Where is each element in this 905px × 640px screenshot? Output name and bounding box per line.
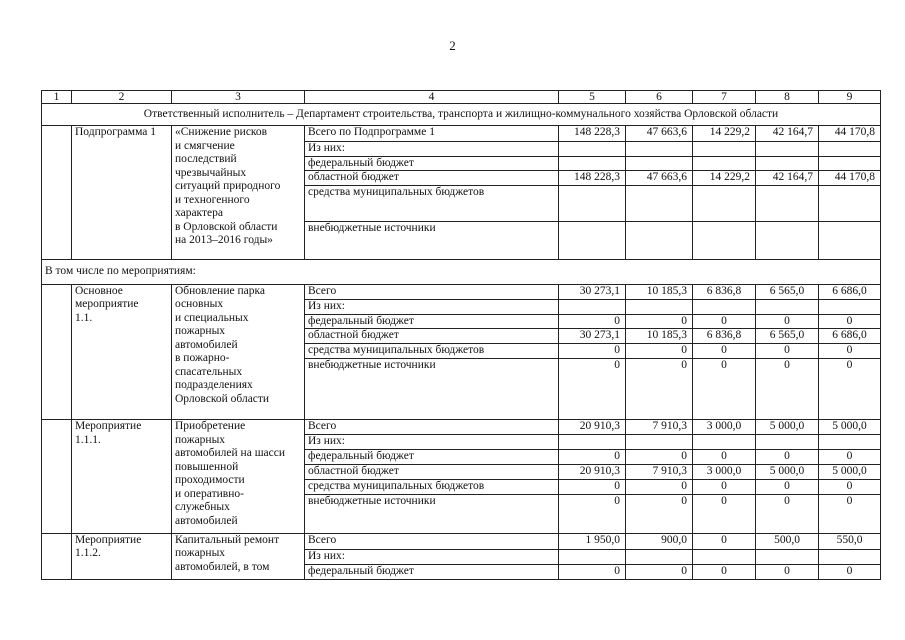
value-cell: 0 bbox=[559, 564, 626, 579]
value-cell bbox=[626, 549, 693, 564]
value-cell: 3 000,0 bbox=[693, 420, 756, 435]
value-cell: 0 bbox=[626, 564, 693, 579]
value-cell: 6 565,0 bbox=[756, 329, 819, 344]
value-cell: 148 228,3 bbox=[559, 171, 626, 186]
value-cell: 44 170,8 bbox=[819, 171, 881, 186]
value-cell bbox=[819, 299, 881, 314]
value-cell bbox=[693, 221, 756, 259]
value-cell: 0 bbox=[756, 479, 819, 494]
value-cell bbox=[626, 142, 693, 157]
funding-source-label: Всего по Подпрограмме 1 bbox=[305, 126, 559, 142]
value-cell: 5 000,0 bbox=[819, 465, 881, 480]
value-cell: 42 164,7 bbox=[756, 171, 819, 186]
value-cell bbox=[819, 549, 881, 564]
header-cell: 2 bbox=[72, 91, 172, 104]
value-cell bbox=[559, 156, 626, 171]
measure-name: Капитальный ремонт пожарных автомобилей, в том bbox=[172, 533, 305, 579]
funding-source-label: федеральный бюджет bbox=[305, 564, 559, 579]
header-cell: 3 bbox=[172, 91, 305, 104]
value-cell: 0 bbox=[756, 359, 819, 420]
value-cell: 148 228,3 bbox=[559, 126, 626, 142]
value-cell: 0 bbox=[693, 533, 756, 549]
value-cell: 550,0 bbox=[819, 533, 881, 549]
measure-code: Мероприятие 1.1.1. bbox=[72, 420, 172, 534]
value-cell: 0 bbox=[756, 450, 819, 465]
funding-source-label: Из них: bbox=[305, 549, 559, 564]
value-cell: 0 bbox=[819, 344, 881, 359]
funding-source-label: федеральный бюджет bbox=[305, 156, 559, 171]
value-cell: 5 000,0 bbox=[756, 465, 819, 480]
value-cell: 20 910,3 bbox=[559, 465, 626, 480]
responsible-row bbox=[42, 104, 881, 126]
value-cell: 6 686,0 bbox=[819, 329, 881, 344]
value-cell: 0 bbox=[559, 314, 626, 329]
funding-source-label: Из них: bbox=[305, 435, 559, 450]
header-row bbox=[42, 91, 881, 104]
value-cell bbox=[756, 185, 819, 221]
value-cell bbox=[693, 185, 756, 221]
value-cell bbox=[559, 185, 626, 221]
value-cell: 0 bbox=[756, 344, 819, 359]
value-cell: 0 bbox=[819, 314, 881, 329]
funding-source-label: средства муниципальных бюджетов bbox=[305, 185, 559, 221]
value-cell bbox=[693, 435, 756, 450]
value-cell bbox=[559, 299, 626, 314]
measure-name: «Снижение рисков и смягчение последствий чрезвычайных ситуаций природного и техногенного характера в Орловской области на 2013–2016 годы» bbox=[172, 126, 305, 260]
page-number: 2 bbox=[449, 38, 456, 53]
value-cell: 14 229,2 bbox=[693, 126, 756, 142]
funding-source-label: областной бюджет bbox=[305, 171, 559, 186]
header-cell: 4 bbox=[305, 91, 559, 104]
value-cell: 30 273,1 bbox=[559, 284, 626, 299]
value-cell: 0 bbox=[626, 344, 693, 359]
funding-source-label: Всего bbox=[305, 420, 559, 435]
header-cell: 5 bbox=[559, 91, 626, 104]
value-cell: 10 185,3 bbox=[626, 284, 693, 299]
value-cell bbox=[559, 221, 626, 259]
value-cell: 0 bbox=[559, 479, 626, 494]
value-cell: 0 bbox=[756, 494, 819, 533]
value-cell: 14 229,2 bbox=[693, 171, 756, 186]
value-cell: 0 bbox=[626, 494, 693, 533]
value-cell: 0 bbox=[626, 450, 693, 465]
value-cell bbox=[559, 435, 626, 450]
row-number-cell bbox=[42, 533, 72, 579]
measure-code: Основное мероприятие 1.1. bbox=[72, 284, 172, 420]
funding-source-label: федеральный бюджет bbox=[305, 450, 559, 465]
table-body bbox=[42, 91, 881, 580]
measure-code: Подпрограмма 1 bbox=[72, 126, 172, 260]
value-cell: 42 164,7 bbox=[756, 126, 819, 142]
value-cell bbox=[756, 435, 819, 450]
value-cell bbox=[819, 435, 881, 450]
value-cell bbox=[626, 299, 693, 314]
value-cell bbox=[626, 221, 693, 259]
value-cell: 3 000,0 bbox=[693, 465, 756, 480]
section-title: В том числе по мероприятиям: bbox=[42, 259, 881, 284]
value-cell: 0 bbox=[819, 494, 881, 533]
value-cell bbox=[756, 221, 819, 259]
funding-source-label: федеральный бюджет bbox=[305, 314, 559, 329]
responsible-executor: Ответственный исполнитель – Департамент строительства, транспорта и жилищно-коммунального хозяйства Орловской области bbox=[42, 104, 881, 126]
value-cell: 7 910,3 bbox=[626, 465, 693, 480]
row-number-cell bbox=[42, 126, 72, 260]
value-cell: 6 686,0 bbox=[819, 284, 881, 299]
measure-name: Обновление парка основных и специальных пожарных автомобилей в пожарно- спасательных подразделениях Орловской области bbox=[172, 284, 305, 420]
value-cell: 0 bbox=[819, 564, 881, 579]
value-cell bbox=[626, 185, 693, 221]
value-cell bbox=[693, 549, 756, 564]
value-cell bbox=[819, 156, 881, 171]
value-cell bbox=[819, 185, 881, 221]
value-cell: 0 bbox=[819, 450, 881, 465]
table-row bbox=[42, 126, 881, 142]
value-cell bbox=[693, 156, 756, 171]
value-cell: 0 bbox=[693, 494, 756, 533]
value-cell bbox=[559, 549, 626, 564]
header-cell: 9 bbox=[819, 91, 881, 104]
value-cell: 6 836,8 bbox=[693, 284, 756, 299]
value-cell bbox=[693, 142, 756, 157]
value-cell: 6 565,0 bbox=[756, 284, 819, 299]
value-cell: 0 bbox=[559, 494, 626, 533]
value-cell: 0 bbox=[693, 450, 756, 465]
value-cell: 0 bbox=[559, 344, 626, 359]
value-cell: 0 bbox=[626, 359, 693, 420]
value-cell: 0 bbox=[626, 314, 693, 329]
funding-source-label: внебюджетные источники bbox=[305, 359, 559, 420]
funding-source-label: средства муниципальных бюджетов bbox=[305, 479, 559, 494]
value-cell: 10 185,3 bbox=[626, 329, 693, 344]
value-cell: 1 950,0 bbox=[559, 533, 626, 549]
funding-source-label: Всего bbox=[305, 284, 559, 299]
section-row bbox=[42, 259, 881, 284]
value-cell: 5 000,0 bbox=[756, 420, 819, 435]
value-cell bbox=[626, 156, 693, 171]
value-cell: 47 663,6 bbox=[626, 126, 693, 142]
funding-source-label: Из них: bbox=[305, 299, 559, 314]
budget-table bbox=[41, 90, 881, 580]
row-number-cell bbox=[42, 420, 72, 534]
header-cell: 1 bbox=[42, 91, 72, 104]
value-cell: 20 910,3 bbox=[559, 420, 626, 435]
value-cell bbox=[693, 299, 756, 314]
funding-source-label: внебюджетные источники bbox=[305, 494, 559, 533]
value-cell bbox=[559, 142, 626, 157]
table-row bbox=[42, 284, 881, 299]
value-cell bbox=[756, 549, 819, 564]
value-cell: 0 bbox=[819, 359, 881, 420]
value-cell bbox=[819, 142, 881, 157]
row-number-cell bbox=[42, 284, 72, 420]
measure-name: Приобретение пожарных автомобилей на шасси повышенной проходимости и оперативно- служебных автомобилей bbox=[172, 420, 305, 534]
funding-source-label: областной бюджет bbox=[305, 465, 559, 480]
value-cell bbox=[626, 435, 693, 450]
funding-source-label: Всего bbox=[305, 533, 559, 549]
value-cell bbox=[756, 299, 819, 314]
table-row bbox=[42, 533, 881, 549]
value-cell: 500,0 bbox=[756, 533, 819, 549]
value-cell: 0 bbox=[693, 314, 756, 329]
value-cell: 900,0 bbox=[626, 533, 693, 549]
value-cell: 0 bbox=[559, 359, 626, 420]
funding-source-label: внебюджетные источники bbox=[305, 221, 559, 259]
value-cell: 47 663,6 bbox=[626, 171, 693, 186]
value-cell: 7 910,3 bbox=[626, 420, 693, 435]
value-cell: 0 bbox=[693, 359, 756, 420]
measure-code: Мероприятие 1.1.2. bbox=[72, 533, 172, 579]
value-cell: 0 bbox=[756, 314, 819, 329]
value-cell: 44 170,8 bbox=[819, 126, 881, 142]
header-cell: 6 bbox=[626, 91, 693, 104]
header-cell: 7 bbox=[693, 91, 756, 104]
value-cell bbox=[756, 156, 819, 171]
value-cell bbox=[756, 142, 819, 157]
funding-source-label: Из них: bbox=[305, 142, 559, 157]
value-cell: 5 000,0 bbox=[819, 420, 881, 435]
value-cell: 6 836,8 bbox=[693, 329, 756, 344]
value-cell: 0 bbox=[693, 479, 756, 494]
funding-source-label: областной бюджет bbox=[305, 329, 559, 344]
value-cell: 0 bbox=[693, 564, 756, 579]
value-cell: 0 bbox=[756, 564, 819, 579]
value-cell: 30 273,1 bbox=[559, 329, 626, 344]
value-cell bbox=[819, 221, 881, 259]
header-cell: 8 bbox=[756, 91, 819, 104]
value-cell: 0 bbox=[819, 479, 881, 494]
value-cell: 0 bbox=[559, 450, 626, 465]
value-cell: 0 bbox=[693, 344, 756, 359]
table-row bbox=[42, 420, 881, 435]
value-cell: 0 bbox=[626, 479, 693, 494]
funding-source-label: средства муниципальных бюджетов bbox=[305, 344, 559, 359]
